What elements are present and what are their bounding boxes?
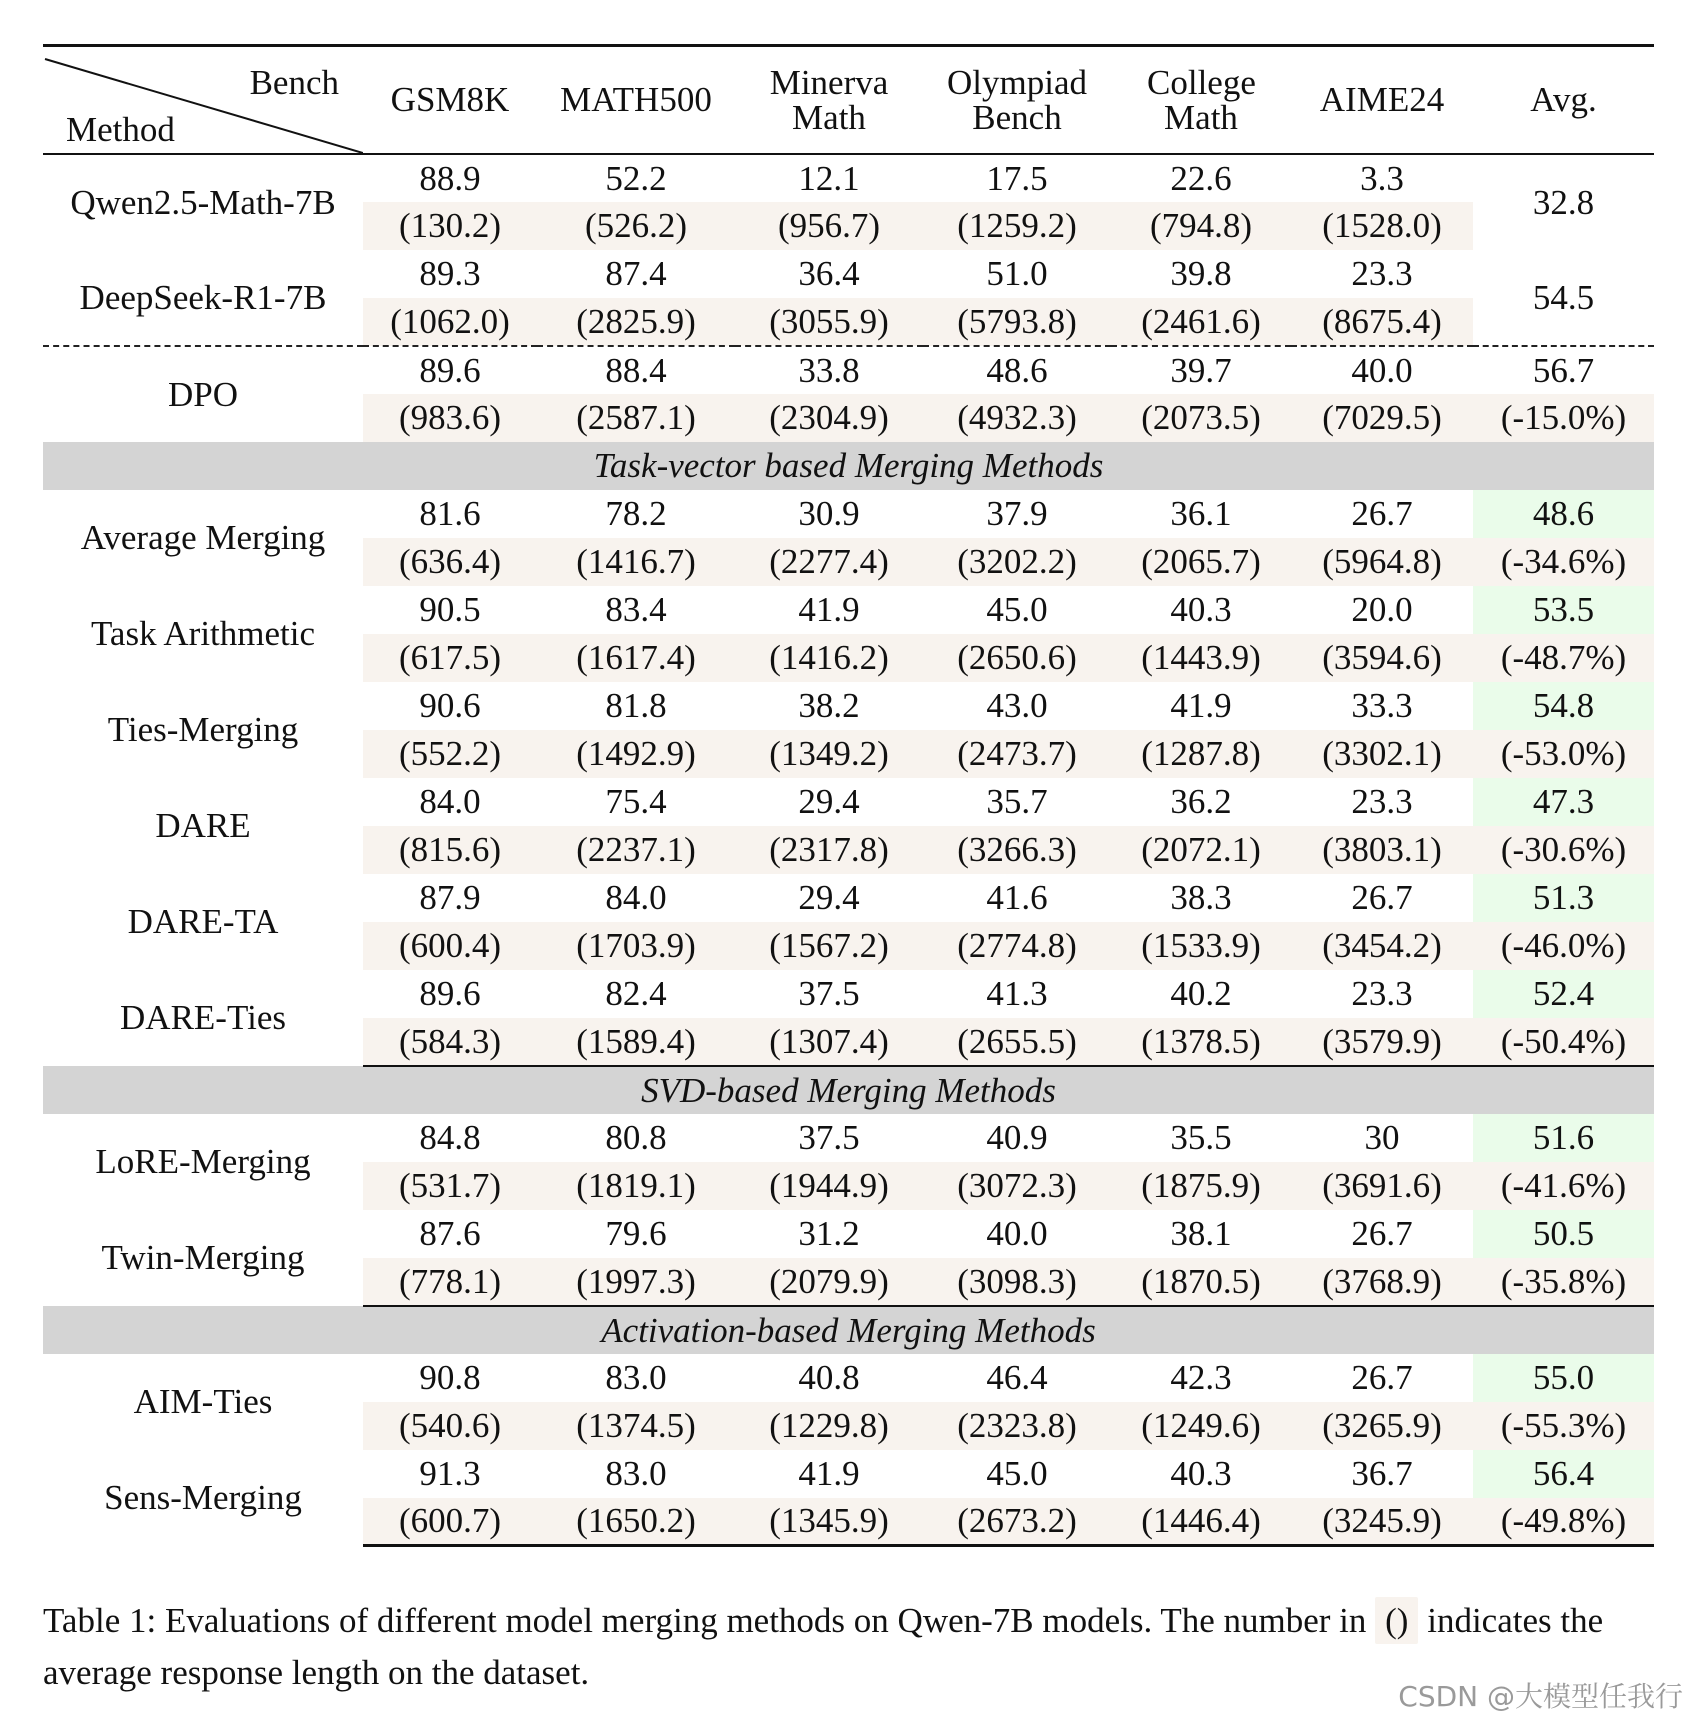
avg-cell: 56.7 xyxy=(1473,346,1654,394)
caption-text-end: indicates the average response length on the dataset. xyxy=(43,1601,1604,1692)
score-cell: 29.4 xyxy=(798,878,860,917)
method-name: Task Arithmetic xyxy=(90,614,316,653)
score-cell: 41.9 xyxy=(798,1454,860,1493)
length-cell: (1819.1) xyxy=(537,1162,735,1210)
method-name: Sens-Merging xyxy=(104,1478,302,1517)
score-cell: 81.6 xyxy=(419,494,481,533)
avg-cell: 55.0 xyxy=(1473,1354,1654,1402)
score-cell: 38.2 xyxy=(798,686,860,725)
score-cell: 35.5 xyxy=(1170,1118,1232,1157)
length-cell: (1875.9) xyxy=(1111,1162,1291,1210)
score-cell: 40.2 xyxy=(1170,974,1232,1013)
score-cell: 36.7 xyxy=(1351,1454,1413,1493)
length-cell: (8675.4) xyxy=(1291,298,1473,346)
score-cell: 40.9 xyxy=(986,1118,1048,1157)
score-cell: 26.7 xyxy=(1351,494,1413,533)
table-caption xyxy=(43,1595,1623,1699)
score-cell: 80.8 xyxy=(605,1118,667,1157)
method-name: DARE-Ties xyxy=(120,998,286,1037)
length-cell: (1062.0) xyxy=(363,298,537,346)
length-cell: (5793.8) xyxy=(923,298,1111,346)
score-cell: 36.4 xyxy=(798,254,860,293)
length-cell: (3302.1) xyxy=(1291,730,1473,778)
score-cell: 87.6 xyxy=(419,1214,481,1253)
avg-change-cell: (-53.0%) xyxy=(1473,730,1654,778)
length-cell: (2323.8) xyxy=(923,1402,1111,1450)
caption-paren: () xyxy=(1375,1597,1418,1644)
score-cell: 37.9 xyxy=(986,494,1048,533)
score-cell: 40.3 xyxy=(1170,590,1232,629)
score-cell: 45.0 xyxy=(986,590,1048,629)
score-cell: 87.9 xyxy=(419,878,481,917)
avg-cell: 53.5 xyxy=(1473,586,1654,634)
length-cell: (1229.8) xyxy=(735,1402,923,1450)
method-label: Method xyxy=(66,109,175,149)
length-cell: (617.5) xyxy=(363,634,537,682)
length-cell: (1378.5) xyxy=(1111,1018,1291,1066)
length-cell: (1443.9) xyxy=(1111,634,1291,682)
length-cell: (130.2) xyxy=(363,202,537,250)
length-cell: (3579.9) xyxy=(1291,1018,1473,1066)
score-cell: 36.2 xyxy=(1170,782,1232,821)
section-header-row xyxy=(43,442,1654,490)
method-name: DARE xyxy=(155,806,251,845)
avg-cell: 47.3 xyxy=(1473,778,1654,826)
length-cell: (1259.2) xyxy=(923,202,1111,250)
length-cell: (2774.8) xyxy=(923,922,1111,970)
avg-cell: 56.4 xyxy=(1473,1450,1654,1498)
table-header xyxy=(43,46,1654,154)
avg-change-cell: (-30.6%) xyxy=(1473,826,1654,874)
avg-cell: 32.8 xyxy=(1532,182,1595,222)
avg-cell: 50.5 xyxy=(1473,1210,1654,1258)
avg-cell: 48.6 xyxy=(1473,490,1654,538)
score-cell: 40.0 xyxy=(986,1214,1048,1253)
score-cell: 35.7 xyxy=(986,782,1048,821)
score-cell: 12.1 xyxy=(798,158,860,198)
section-header-row xyxy=(43,1306,1654,1354)
caption-text: Table 1: Evaluations of different model merging methods on Qwen-7B models. The number in xyxy=(43,1601,1376,1640)
score-cell: 89.3 xyxy=(419,254,481,293)
score-cell: 91.3 xyxy=(419,1454,481,1493)
score-cell: 30.9 xyxy=(798,494,860,533)
length-cell: (956.7) xyxy=(735,202,923,250)
length-cell: (1870.5) xyxy=(1111,1258,1291,1306)
table-row-scores xyxy=(43,1450,1654,1498)
length-cell: (2587.1) xyxy=(537,394,735,442)
avg-cell: 54.5 xyxy=(1532,277,1595,317)
length-cell: (2073.5) xyxy=(1111,394,1291,442)
watermark: CSDN @大模型任我行 xyxy=(1398,1680,1683,1713)
avg-cell: 52.4 xyxy=(1473,970,1654,1018)
avg-change-cell: (-34.6%) xyxy=(1473,538,1654,586)
column-header: GSM8K xyxy=(390,80,510,120)
length-cell: (2317.8) xyxy=(735,826,923,874)
length-cell: (1617.4) xyxy=(537,634,735,682)
corner-header-cell xyxy=(43,46,363,154)
length-cell: (3768.9) xyxy=(1291,1258,1473,1306)
score-cell: 31.2 xyxy=(798,1214,860,1253)
score-cell: 84.8 xyxy=(419,1118,481,1157)
length-cell: (584.3) xyxy=(363,1018,537,1066)
length-cell: (2304.9) xyxy=(735,394,923,442)
score-cell: 20.0 xyxy=(1351,590,1413,629)
length-cell: (1249.6) xyxy=(1111,1402,1291,1450)
avg-change-cell: (-46.0%) xyxy=(1473,922,1654,970)
length-cell: (1997.3) xyxy=(537,1258,735,1306)
length-cell: (3072.3) xyxy=(923,1162,1111,1210)
length-cell: (600.4) xyxy=(363,922,537,970)
score-cell: 41.3 xyxy=(986,974,1048,1013)
section-header-row xyxy=(43,1066,1654,1114)
score-cell: 90.5 xyxy=(419,590,481,629)
length-cell: (3266.3) xyxy=(923,826,1111,874)
table-row-scores xyxy=(43,970,1654,1018)
length-cell: (1349.2) xyxy=(735,730,923,778)
length-cell: (1650.2) xyxy=(537,1498,735,1546)
length-cell: (7029.5) xyxy=(1291,394,1473,442)
method-name: DeepSeek-R1-7B xyxy=(79,277,327,317)
score-cell: 33.3 xyxy=(1351,686,1413,725)
score-cell: 83.0 xyxy=(605,1454,667,1493)
length-cell: (794.8) xyxy=(1111,202,1291,250)
length-cell: (1703.9) xyxy=(537,922,735,970)
section-title: SVD-based Merging Methods xyxy=(43,1066,1654,1114)
length-cell: (3055.9) xyxy=(735,298,923,346)
length-cell: (1533.9) xyxy=(1111,922,1291,970)
length-cell: (1528.0) xyxy=(1291,202,1473,250)
score-cell: 37.5 xyxy=(798,1118,860,1157)
length-cell: (2065.7) xyxy=(1111,538,1291,586)
length-cell: (815.6) xyxy=(363,826,537,874)
length-cell: (3265.9) xyxy=(1291,1402,1473,1450)
method-name: Twin-Merging xyxy=(101,1238,305,1277)
score-cell: 40.3 xyxy=(1170,1454,1232,1493)
score-cell: 51.0 xyxy=(986,254,1048,293)
score-cell: 38.3 xyxy=(1170,878,1232,917)
table-row-scores xyxy=(43,250,1654,298)
score-cell: 17.5 xyxy=(986,158,1048,198)
column-header: Olympiad Bench xyxy=(947,62,1087,137)
length-cell: (600.7) xyxy=(363,1498,537,1546)
length-cell: (5964.8) xyxy=(1291,538,1473,586)
table-row-scores xyxy=(43,586,1654,634)
score-cell: 29.4 xyxy=(798,782,860,821)
score-cell: 48.6 xyxy=(923,346,1111,394)
table-row-scores xyxy=(43,154,1654,202)
section-title: Activation-based Merging Methods xyxy=(43,1306,1654,1354)
avg-change-cell: (-35.8%) xyxy=(1473,1258,1654,1306)
length-cell: (2072.1) xyxy=(1111,826,1291,874)
score-cell: 23.3 xyxy=(1351,782,1413,821)
length-cell: (1567.2) xyxy=(735,922,923,970)
score-cell: 88.4 xyxy=(537,346,735,394)
method-name: LoRE-Merging xyxy=(95,1142,311,1181)
score-cell: 42.3 xyxy=(1170,1358,1232,1397)
length-cell: (1492.9) xyxy=(537,730,735,778)
avg-cell: 54.8 xyxy=(1473,682,1654,730)
length-cell: (2277.4) xyxy=(735,538,923,586)
score-cell: 45.0 xyxy=(986,1454,1048,1493)
score-cell: 37.5 xyxy=(798,974,860,1013)
score-cell: 89.6 xyxy=(363,346,537,394)
score-cell: 81.8 xyxy=(605,686,667,725)
score-cell: 84.0 xyxy=(605,878,667,917)
length-cell: (1307.4) xyxy=(735,1018,923,1066)
length-cell: (3454.2) xyxy=(1291,922,1473,970)
score-cell: 23.3 xyxy=(1351,974,1413,1013)
column-header: AIME24 xyxy=(1319,80,1445,120)
avg-change-cell: (-48.7%) xyxy=(1473,634,1654,682)
length-cell: (531.7) xyxy=(363,1162,537,1210)
avg-change-cell: (-49.8%) xyxy=(1473,1498,1654,1546)
length-cell: (2655.5) xyxy=(923,1018,1111,1066)
score-cell: 83.4 xyxy=(605,590,667,629)
length-cell: (3098.3) xyxy=(923,1258,1111,1306)
table-row-scores xyxy=(43,1210,1654,1258)
score-cell: 26.7 xyxy=(1351,1358,1413,1397)
column-header: Minerva Math xyxy=(769,62,889,137)
length-cell: (3691.6) xyxy=(1291,1162,1473,1210)
length-cell: (540.6) xyxy=(363,1402,537,1450)
score-cell: 83.0 xyxy=(605,1358,667,1397)
length-cell: (552.2) xyxy=(363,730,537,778)
avg-change-cell: (-50.4%) xyxy=(1473,1018,1654,1066)
length-cell: (1446.4) xyxy=(1111,1498,1291,1546)
results-table xyxy=(43,44,1654,1547)
column-header: College Math xyxy=(1147,62,1256,137)
score-cell: 90.6 xyxy=(419,686,481,725)
column-header: Avg. xyxy=(1530,80,1597,120)
method-name: AIM-Ties xyxy=(133,1382,273,1421)
score-cell: 46.4 xyxy=(986,1358,1048,1397)
table-body xyxy=(43,154,1654,1546)
length-cell: (1944.9) xyxy=(735,1162,923,1210)
score-cell: 78.2 xyxy=(605,494,667,533)
length-cell: (4932.3) xyxy=(923,394,1111,442)
score-cell: 33.8 xyxy=(735,346,923,394)
score-cell: 87.4 xyxy=(605,254,667,293)
length-cell: (3594.6) xyxy=(1291,634,1473,682)
table-row-scores xyxy=(43,874,1654,922)
length-cell: (1416.2) xyxy=(735,634,923,682)
score-cell: 88.9 xyxy=(419,158,481,198)
length-cell: (1345.9) xyxy=(735,1498,923,1546)
length-cell: (3245.9) xyxy=(1291,1498,1473,1546)
length-cell: (526.2) xyxy=(537,202,735,250)
length-cell: (1374.5) xyxy=(537,1402,735,1450)
table-row-scores xyxy=(43,1354,1654,1402)
score-cell: 41.9 xyxy=(798,590,860,629)
score-cell: 89.6 xyxy=(419,974,481,1013)
avg-cell: 51.6 xyxy=(1473,1114,1654,1162)
section-title: Task-vector based Merging Methods xyxy=(43,442,1654,490)
score-cell: 39.8 xyxy=(1170,254,1232,293)
method-name: Ties-Merging xyxy=(107,710,299,749)
method-name: Qwen2.5-Math-7B xyxy=(70,182,336,222)
table-row-scores xyxy=(43,1114,1654,1162)
score-cell: 90.8 xyxy=(419,1358,481,1397)
score-cell: 26.7 xyxy=(1351,878,1413,917)
length-cell: (1287.8) xyxy=(1111,730,1291,778)
score-cell: 84.0 xyxy=(419,782,481,821)
score-cell: 22.6 xyxy=(1170,158,1232,198)
table-row-scores xyxy=(43,778,1654,826)
score-cell: 41.9 xyxy=(1170,686,1232,725)
method-name: Average Merging xyxy=(80,518,326,557)
length-cell: (2461.6) xyxy=(1111,298,1291,346)
score-cell: 38.1 xyxy=(1170,1214,1232,1253)
length-cell: (2825.9) xyxy=(537,298,735,346)
method-name: DPO xyxy=(43,346,363,442)
score-cell: 79.6 xyxy=(605,1214,667,1253)
column-header: MATH500 xyxy=(560,80,712,120)
score-cell: 30 xyxy=(1364,1118,1400,1157)
avg-change-cell: (-15.0%) xyxy=(1473,394,1654,442)
score-cell: 3.3 xyxy=(1360,158,1404,198)
length-cell: (983.6) xyxy=(363,394,537,442)
score-cell: 75.4 xyxy=(605,782,667,821)
length-cell: (2079.9) xyxy=(735,1258,923,1306)
bench-label: Bench xyxy=(249,63,339,102)
avg-change-cell: (-41.6%) xyxy=(1473,1162,1654,1210)
score-cell: 39.7 xyxy=(1111,346,1291,394)
score-cell: 82.4 xyxy=(605,974,667,1013)
avg-change-cell: (-55.3%) xyxy=(1473,1402,1654,1450)
avg-cell: 51.3 xyxy=(1473,874,1654,922)
length-cell: (636.4) xyxy=(363,538,537,586)
score-cell: 40.8 xyxy=(798,1358,860,1397)
score-cell: 23.3 xyxy=(1351,254,1413,293)
length-cell: (3803.1) xyxy=(1291,826,1473,874)
length-cell: (2237.1) xyxy=(537,826,735,874)
table-row-scores xyxy=(43,682,1654,730)
table-row-scores xyxy=(43,346,1654,394)
score-cell: 52.2 xyxy=(605,158,667,198)
table-row-scores xyxy=(43,490,1654,538)
length-cell: (2650.6) xyxy=(923,634,1111,682)
length-cell: (1416.7) xyxy=(537,538,735,586)
length-cell: (778.1) xyxy=(363,1258,537,1306)
score-cell: 40.0 xyxy=(1291,346,1473,394)
score-cell: 26.7 xyxy=(1351,1214,1413,1253)
length-cell: (3202.2) xyxy=(923,538,1111,586)
score-cell: 41.6 xyxy=(986,878,1048,917)
length-cell: (1589.4) xyxy=(537,1018,735,1066)
method-name: DARE-TA xyxy=(127,902,279,941)
score-cell: 36.1 xyxy=(1170,494,1232,533)
score-cell: 43.0 xyxy=(986,686,1048,725)
length-cell: (2673.2) xyxy=(923,1498,1111,1546)
length-cell: (2473.7) xyxy=(923,730,1111,778)
